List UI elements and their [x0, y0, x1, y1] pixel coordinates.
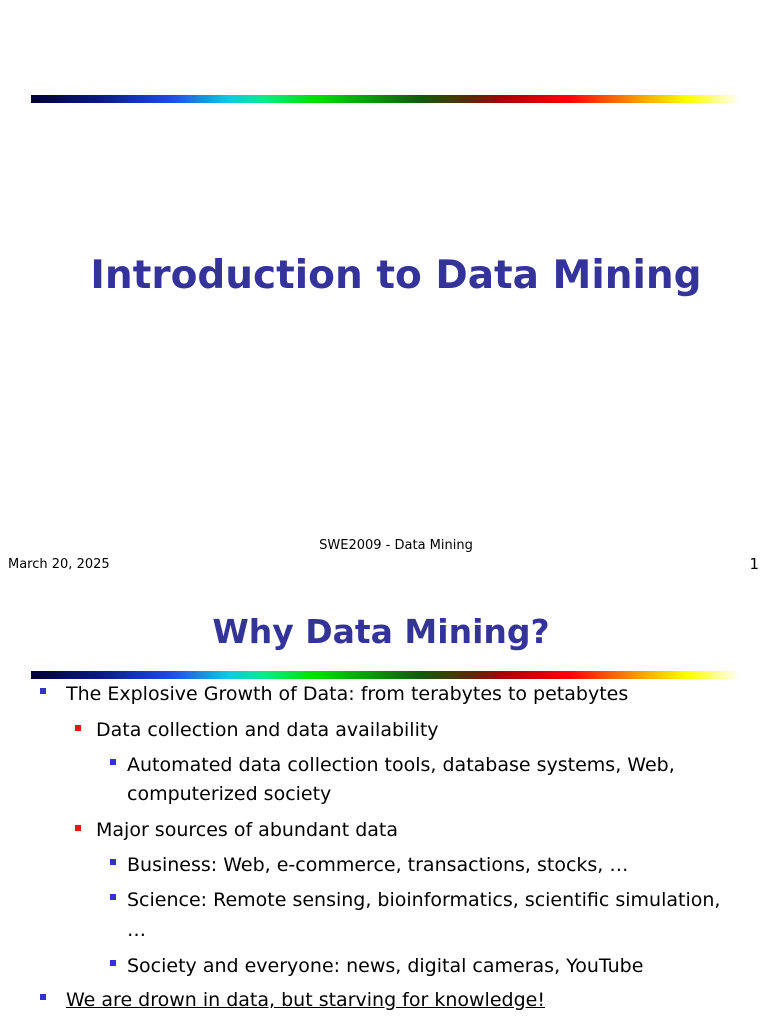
bullet-icon — [40, 688, 46, 694]
list-item: Automated data collection tools, database systems, Web, — [127, 754, 675, 776]
bullet-icon — [75, 825, 81, 831]
date-footer: March 20, 2025 — [8, 557, 110, 572]
list-item: Major sources of abundant data — [96, 819, 398, 841]
list-item: Data collection and data availability — [96, 719, 439, 741]
list-item-continuation: … — [127, 919, 146, 941]
rainbow-divider — [31, 671, 737, 679]
list-item: Science: Remote sensing, bioinformatics, scientific simulation, — [127, 889, 721, 911]
bullet-icon — [110, 759, 116, 765]
list-item: The Explosive Growth of Data: from terabytes to petabytes — [66, 683, 629, 705]
bullet-icon — [110, 894, 116, 900]
bullet-icon — [75, 725, 81, 731]
slide-title: Introduction to Data Mining — [90, 253, 702, 298]
list-item-continuation: computerized society — [127, 783, 332, 805]
bullet-icon — [40, 994, 46, 1000]
slide-title: Why Data Mining? — [212, 612, 550, 651]
page-number: 1 — [749, 555, 759, 573]
list-item: Society and everyone: news, digital cameras, YouTube — [127, 955, 644, 977]
rainbow-divider — [31, 95, 737, 103]
bullet-icon — [110, 859, 116, 865]
course-footer: SWE2009 - Data Mining — [319, 538, 473, 553]
list-item: Business: Web, e-commerce, transactions, stocks, … — [127, 854, 629, 876]
bullet-icon — [110, 960, 116, 966]
list-item: We are drown in data, but starving for knowledge! — [66, 989, 545, 1011]
